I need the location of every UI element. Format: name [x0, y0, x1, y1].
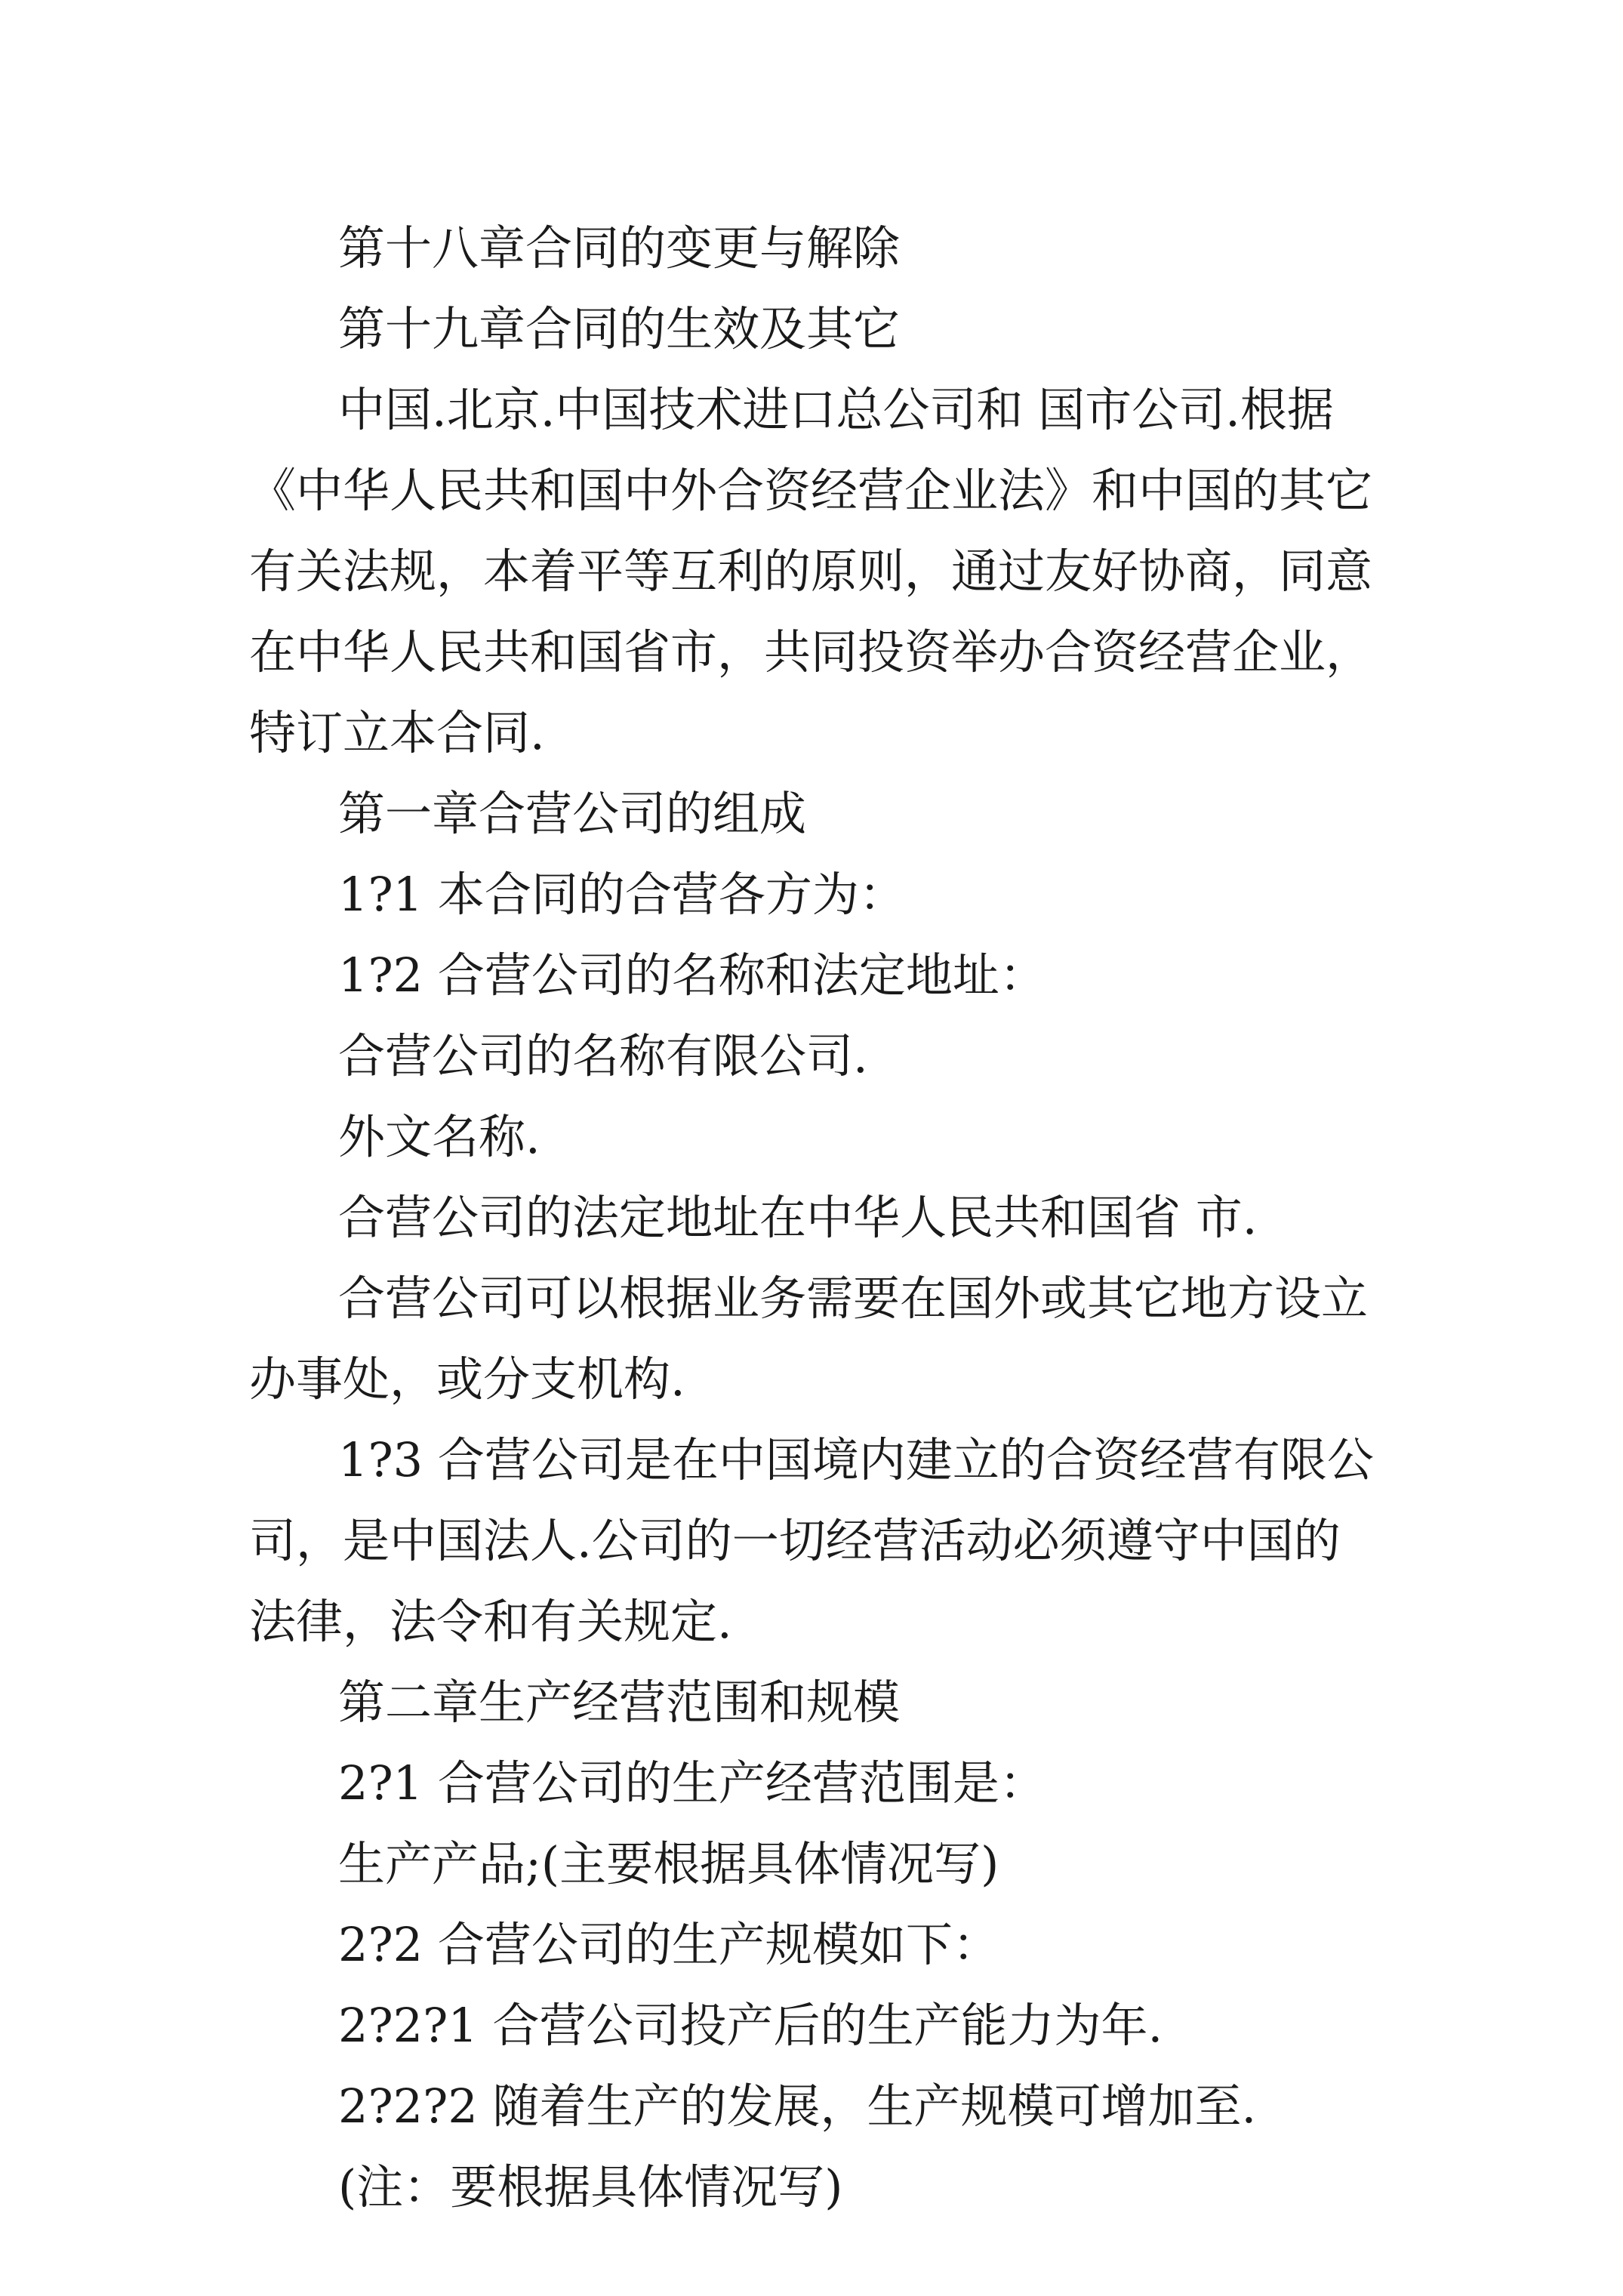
branch-office-paragraph: 合营公司可以根据业务需要在国外或其它地方设立办事处，或分支机构. [249, 1271, 1369, 1407]
clause-1-2: 1?2 合营公司的名称和法定地址： [338, 948, 1046, 1003]
heading-chapter-2: 第二章生产经营范围和规模 [338, 1675, 901, 1730]
foreign-name-line: 外文名称. [338, 1109, 540, 1164]
heading-chapter-19: 第十九章合同的生效及其它 [338, 301, 901, 356]
products-line: 生产产品;(主要根据具体情况写) [338, 1836, 999, 1891]
clause-2-2: 2?2 合营公司的生产规模如下： [338, 1917, 999, 1972]
heading-chapter-1: 第一章合营公司的组成 [338, 786, 807, 841]
document-page [249, 208, 1381, 2227]
clause-2-2-1: 2?2?1 合营公司投产后的生产能力为年. [338, 1998, 1163, 2053]
company-name-line: 合营公司的名称有限公司. [338, 1028, 868, 1083]
clause-1-3: 1?3 合营公司是在中国境内建立的合资经营有限公司，是中国法人.公司的一切经营活动必须遵守中国的法律，法令和有关规定. [249, 1432, 1374, 1649]
clause-2-1: 2?1 合营公司的生产经营范围是： [338, 1755, 1046, 1811]
legal-address-line: 合营公司的法定地址在中华人民共和国省 市. [338, 1190, 1258, 1245]
clause-1-1: 1?1 本合同的合营各方为： [338, 867, 906, 922]
preamble-paragraph: 中国.北京.中国技术进口总公司和 国市公司.根据《中华人民共和国中外合资经营企业法》和中国的其它有关法规，本着平等互利的原则，通过友好协商，同意在中华人民共和国省市，共同投资举办合资经营企业，特订立本合同. [249, 382, 1373, 760]
clause-2-2-2: 2?2?2 随着生产的发展，生产规模可增加至. [338, 2079, 1257, 2134]
heading-chapter-18: 第十八章合同的变更与解除 [338, 220, 901, 276]
note-line: (注：要根据具体情况写) [338, 2159, 843, 2214]
